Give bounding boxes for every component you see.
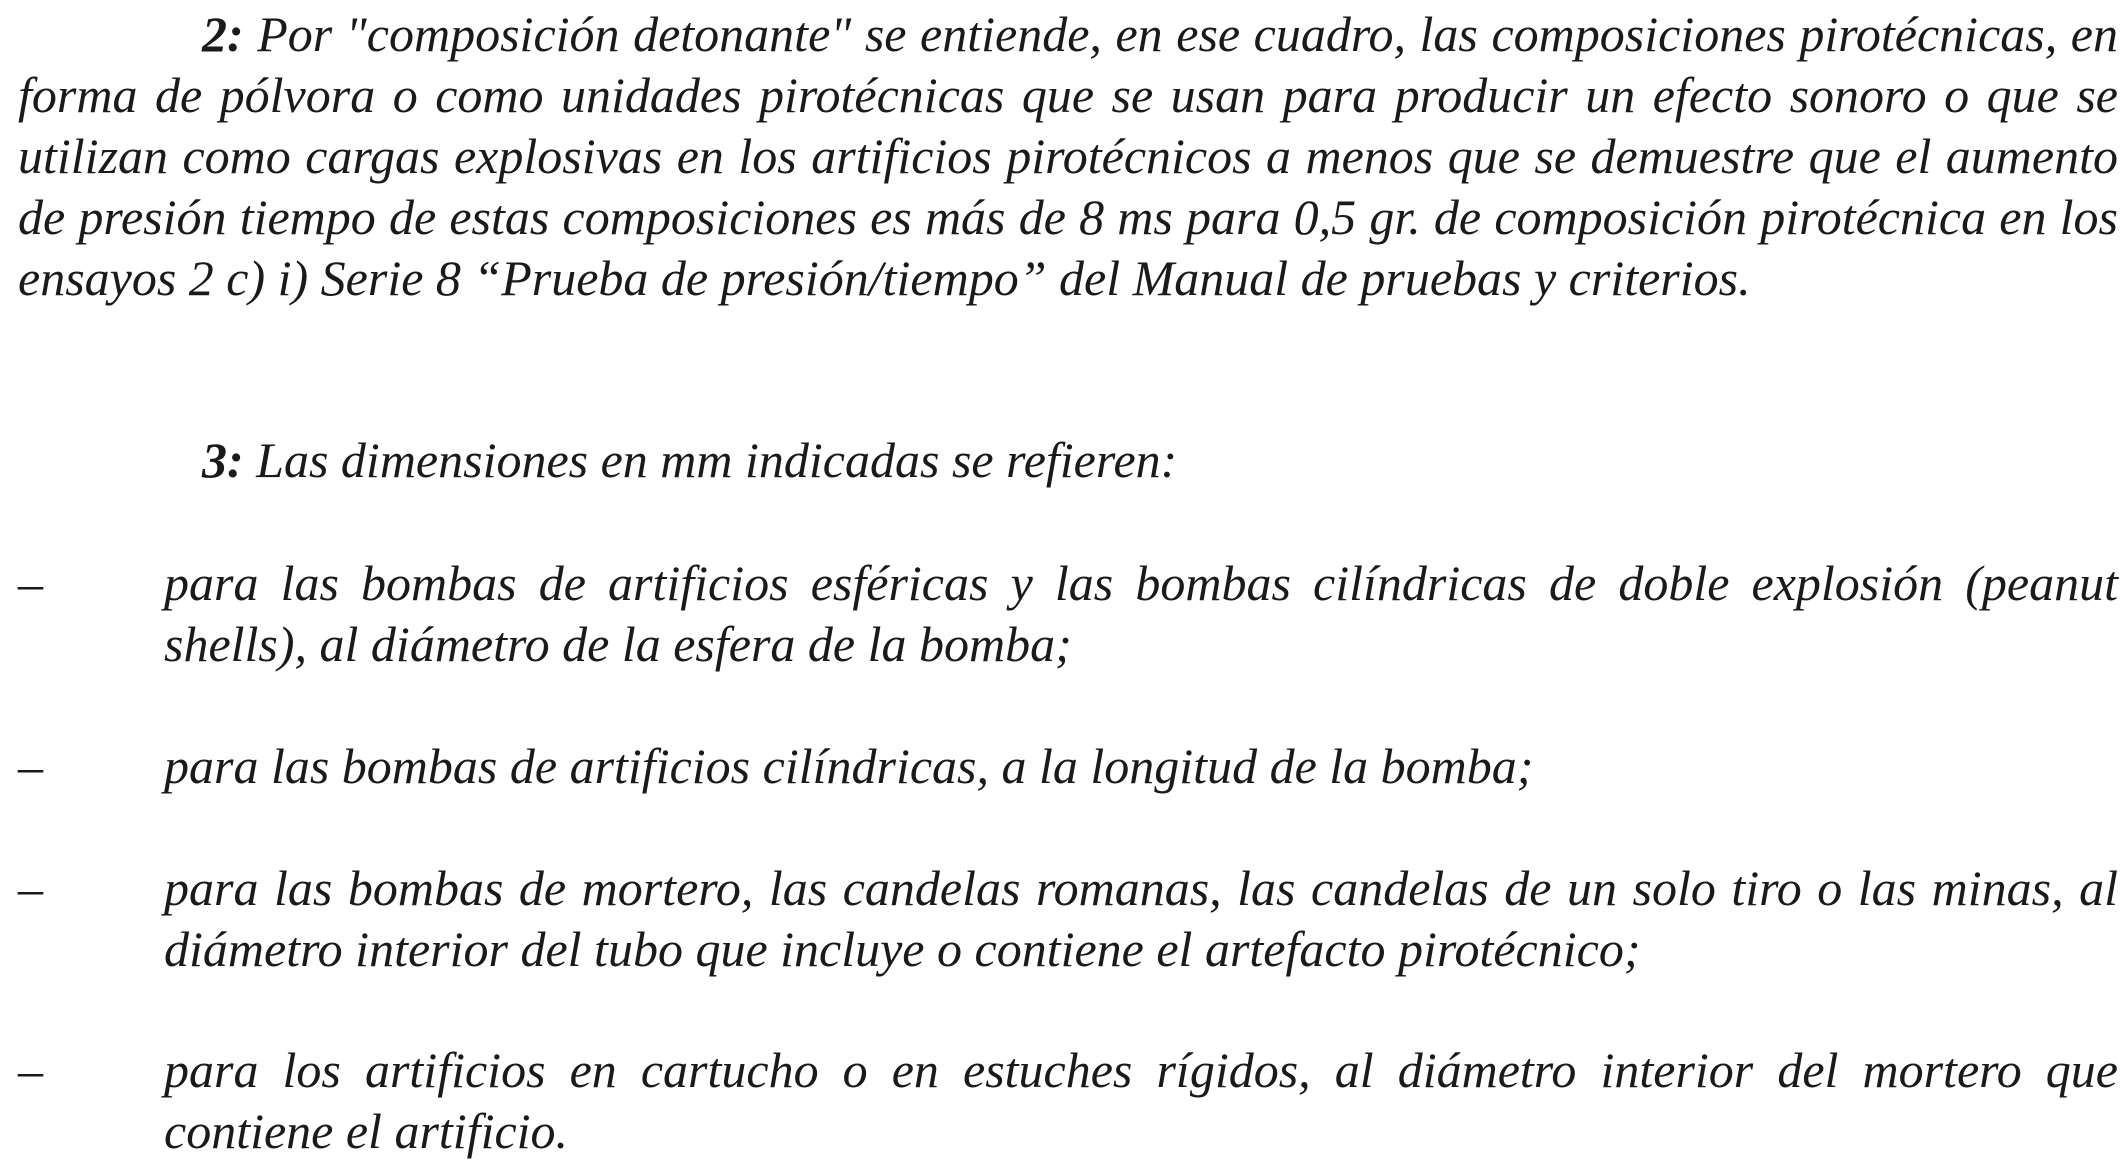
note-3-text: Las dimensiones en mm indicadas se refieren:: [243, 432, 1178, 488]
note-2-paragraph: [18, 4, 2118, 309]
list-item-text: para las bombas de artificios cilíndricas, a la longitud de la bomba;: [164, 738, 1534, 794]
list-item-text: para los artificios en cartucho o en estuches rígidos, al diámetro interior del mortero que contiene el artificio.: [164, 1042, 2118, 1159]
note-2-number: 2:: [202, 6, 244, 62]
list-item-text: para las bombas de mortero, las candelas romanas, las candelas de un solo tiro o las minas, al diámetro interior del tubo que incluye o contiene el artefacto pirotécnico;: [164, 860, 2118, 977]
dash-bullet: –: [18, 555, 43, 611]
dash-bullet: –: [18, 860, 43, 916]
list-item-text: para las bombas de artificios esféricas y las bombas cilíndricas de doble explosión (peanut shells), al diámetro de la esfera de la bomba;: [164, 555, 2118, 672]
dash-bullet: –: [18, 738, 43, 794]
note-3-paragraph: [18, 430, 2118, 491]
note-2-text: Por "composición detonante" se entiende, en ese cuadro, las composiciones pirotécnicas, en forma de pólvora o como unidades pirotécnicas que se usan para producir un efecto sonoro o que se utilizan como cargas explosivas en los artificios pirotécnicos a menos que se demuestre que el aumento de presión tiempo de estas composiciones es más de 8 ms para 0,5 gr. de composición pirotécnica en los ensayos 2 c) i) Serie 8 “Prueba de presión/tiempo” del Manual de pruebas y criterios.: [18, 6, 2118, 306]
dash-bullet: –: [18, 1042, 43, 1098]
note-3-number: 3:: [202, 432, 244, 488]
